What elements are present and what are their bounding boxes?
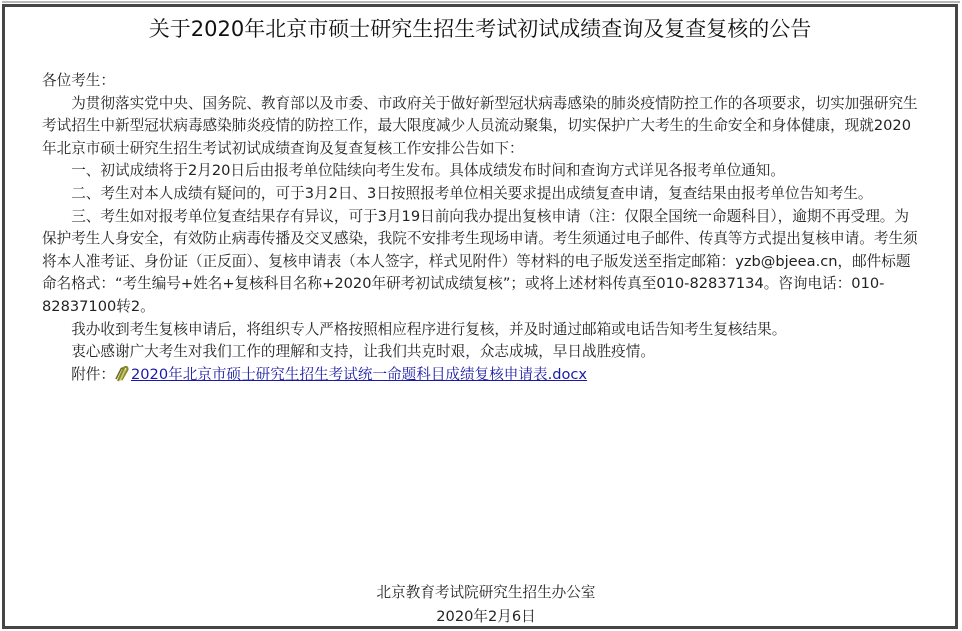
paragraph-item-3: 三、考生如对报考单位复查结果存有异议，可于3月19日前向我办提出复核申请（注：仅限全国统一命题科目），逾期不再受理。为保护考生人身安全，有效防止病毒传播及交叉感染，我院不安排考生现场申请。考生须通过电子邮件、传真等方式提出复核申请。考生须将本人准考证、身份证（正反面）、复核申请表（本人签字，样式见附件）等材料的电子版发送至指定邮箱：yzb@bjeea.cn，邮件标题命名格式：“考生编号+姓名+复核科目名称+2020年研考初试成绩复核”；或将上述材料传真至010-82837134。咨询电话：010-82837100转2。	[42, 207, 918, 315]
notice-frame	[2, 4, 958, 629]
paragraph-review: 我办收到考生复核申请后，将组织专人严格按照相应程序进行复核，并及时通过邮箱或电话告知考生复核结果。	[71, 320, 787, 338]
attachment-label: 附件：	[71, 365, 115, 383]
signature-office: 北京教育考试院研究生招生办公室	[376, 584, 596, 601]
paperclip-icon	[115, 366, 129, 382]
signature-date: 2020年2月6日	[436, 608, 536, 625]
salutation: 各位考生：	[42, 72, 115, 89]
paragraph-item-1: 一、初试成绩将于2月20日后由报考单位陆续向考生发布。具体成绩发布时间和查询方式详见各报考单位通知。	[71, 162, 785, 180]
attachment-download-link[interactable]: 2020年北京市硕士研究生招生考试统一命题科目成绩复核申请表.docx	[130, 365, 588, 383]
paragraph-thanks: 衷心感谢广大考生对我们工作的理解和支持，让我们共克时艰，众志成城，早日战胜疫情。	[71, 343, 655, 361]
paragraph-item-2: 二、考生对本人成绩有疑问的，可于3月2日、3日按照报考单位相关要求提出成绩复查申请，复查结果由报考单位告知考生。	[71, 184, 873, 202]
notice-body	[42, 70, 922, 386]
notice-title: 关于2020年北京市硕士研究生招生考试初试成绩查询及复查复核的公告	[148, 17, 812, 41]
attachment-row	[42, 364, 922, 387]
paragraph-intro: 为贯彻落实党中央、国务院、教育部以及市委、市政府关于做好新型冠状病毒感染的肺炎疫情防控工作的各项要求，切实加强研究生考试招生中新型冠状病毒感染肺炎疫情的防控工作，最大限度减少人员流动聚集，切实保护广大考生的生命安全和身体健康，现就2020年北京市硕士研究生招生考试初试成绩查询及复查复核工作安排公告如下：	[42, 94, 918, 157]
signature-block	[5, 581, 955, 629]
top-divider-line	[2, 1, 960, 3]
